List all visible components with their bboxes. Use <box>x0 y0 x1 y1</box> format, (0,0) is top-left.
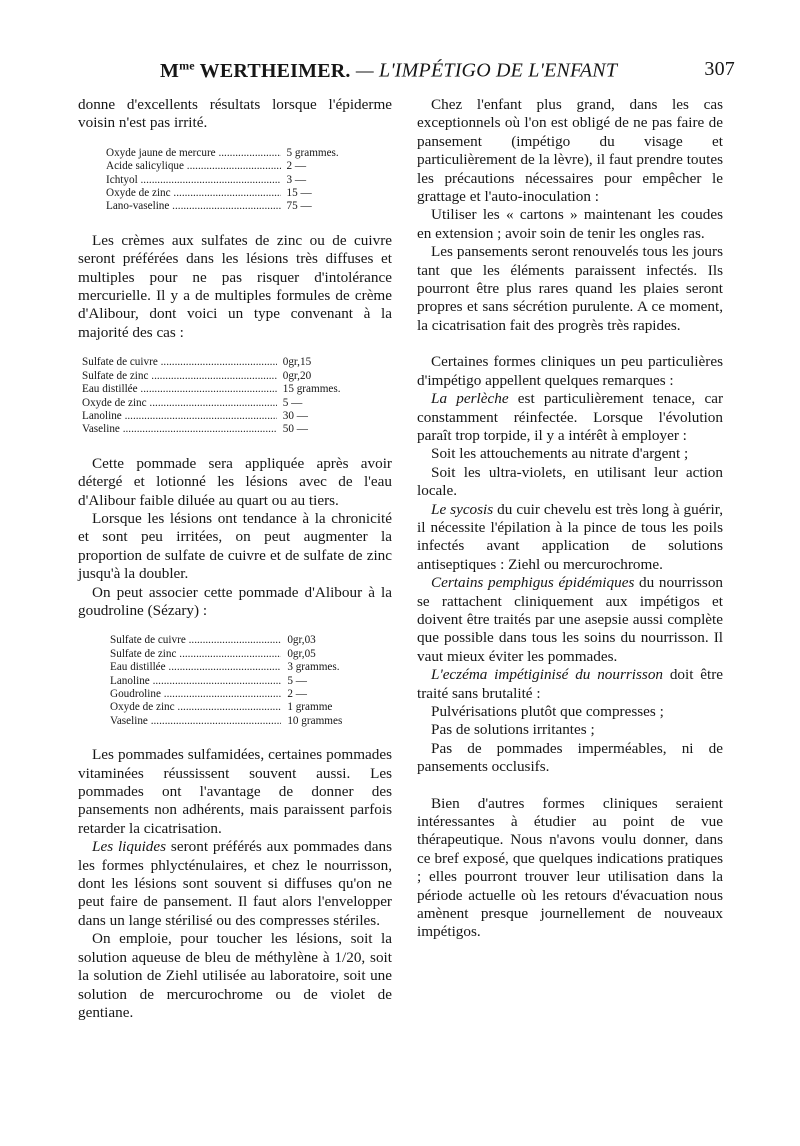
ingredient-quantity: 0gr,20 <box>282 369 312 382</box>
ingredient-quantity: 0gr,05 <box>287 647 316 660</box>
recipe-row <box>106 174 392 187</box>
paragraph: L'eczéma impétiginisé du nourrisson doit être traité sans brutalité : <box>417 666 723 702</box>
ingredient-name: Lanoline ..... <box>110 675 281 688</box>
ingredient-name: Sulfate de cuivre ..... <box>110 634 281 647</box>
left-column <box>78 96 392 1022</box>
paragraph: Les pommades sulfamidées, certaines pommades vitaminées réussissent souvent aussi. Les pommades ont l'avantage de donner des pansements non adhérents, mais paraissent parfois retarder la cicatrisation. <box>78 746 392 837</box>
ingredient-quantity: 75 — <box>286 200 312 213</box>
emphasis: Certains pemphigus épidémiques <box>431 574 635 592</box>
paragraph: Pulvérisations plutôt que compresses ; <box>431 703 664 720</box>
ingredient-name: Vaseline ..... <box>82 423 277 436</box>
ingredient-name: Vaseline ..... <box>110 715 281 728</box>
recipe-table <box>82 356 392 436</box>
ingredient-quantity: 3 — <box>286 173 307 186</box>
paragraph: Cette pommade sera appliquée après avoir détergé et lotionné les lésions avec de l'eau d'Alibour faible diluée au quart ou au tiers. <box>78 454 392 509</box>
paragraph: Certains pemphigus épidémiques du nourrisson se rattachent cliniquement aux impétigos et doivent être traités par une asepsie aussi complète que possible dans tous les soins du nourrisson. Il vaut mieux éviter les pommades. <box>417 574 724 665</box>
paragraph: Chez l'enfant plus grand, dans les cas exceptionnels où l'on est obligé de ne pas faire de pansement (impétigo du visage et particulièrement de la lèvre), il faut prendre toutes les précautions nécessaires pour empêcher le grattage et l'auto-inoculation : <box>417 96 723 206</box>
ingredient-name: Goudroline ..... <box>110 688 281 701</box>
paragraph: Certaines formes cliniques un peu particulières d'impétigo appellent quelques remarques : <box>417 353 723 389</box>
recipe-row <box>82 356 392 369</box>
recipe-row <box>106 200 392 213</box>
recipe-table <box>106 147 392 214</box>
header-author: $M^{me}$ WERTHEIMER. <box>160 58 351 82</box>
recipe-row <box>106 187 392 200</box>
recipe-row <box>82 370 392 383</box>
paragraph: On emploie, pour toucher les lésions, soit la solution aqueuse de bleu de méthylène à 1/20, soit la solution de Ziehl utilisée au laboratoire, soit une solution de mercurochrome ou de violet de gentiane. <box>78 930 392 1021</box>
recipe-table <box>110 634 392 728</box>
ingredient-name: Eau distillée ..... <box>82 383 277 396</box>
paragraph: La perlèche est particulièrement tenace, car constamment réinfectée. Lorsque l'évolution paraît trop torpide, il y a intérêt à employer : <box>417 390 723 444</box>
paragraph: Soit les attouchements au nitrate d'argent ; <box>431 445 689 463</box>
paragraph: Pas de pommades imperméables, ni de pansements occlusifs. <box>417 739 723 776</box>
paragraph: Les pansements seront renouvelés tous les jours tant que les éléments paraissent infectés. Ils pourront être plus rares quand les plaies seront propres et sans sécrétion purulente. A ce moment, la cicatrisation fait des progrès très rapides. <box>417 243 723 334</box>
ingredient-name: Lano-vaseline ..... <box>106 200 281 213</box>
emphasis: La perlèche <box>431 390 509 408</box>
recipe-row <box>110 688 392 701</box>
ingredient-name: Ichtyol ..... <box>106 174 281 187</box>
paragraph: Bien d'autres formes cliniques seraient intéressantes à étudier au point de vue thérapeutique. Nous n'avons voulu donner, dans ce bref exposé, que quelques indications pratiques ; elles pourront trouver leur utilisation dans la période actuelle où les retours d'évacuation nous amènent presque journellement de nouveaux impétigos. <box>417 794 723 941</box>
ingredient-name: Oxyde de zinc ..... <box>110 701 281 714</box>
right-column <box>417 96 723 942</box>
recipe-row <box>82 397 392 410</box>
ingredient-name: Sulfate de zinc ..... <box>82 370 277 383</box>
paragraph: Soit les ultra-violets, en utilisant leur action locale. <box>417 463 723 500</box>
emphasis: Le sycosis <box>431 500 494 518</box>
paragraph: On peut associer cette pommade d'Alibour à la goudroline (Sézary) : <box>78 583 392 619</box>
ingredient-name: Sulfate de zinc ..... <box>110 648 281 661</box>
emphasis: Les liquides <box>92 838 167 856</box>
emphasis: L'eczéma impétiginisé du nourrisson <box>431 666 664 684</box>
header-title: — L'IMPÉTIGO DE L'ENFANT <box>355 59 618 82</box>
paragraph: Le sycosis du cuir chevelu est très long à guérir, il nécessite l'épilation à la pince de tous les poils infectés avant application de solutions antiseptiques : Ziehl ou mercurochrome. <box>417 500 724 573</box>
recipe-row <box>106 160 392 173</box>
recipe-row <box>110 675 392 688</box>
ingredient-name: Lanoline ..... <box>82 410 277 423</box>
ingredient-quantity: 0gr,15 <box>282 356 312 369</box>
recipe-row <box>110 648 392 661</box>
recipe-row <box>110 715 392 728</box>
paragraph: Lorsque les lésions ont tendance à la chronicité et sont peu irritées, on peut augmenter la proportion de sulfate de cuivre et de sulfate de zinc jusqu'à la doubler. <box>78 509 392 583</box>
paragraph: donne d'excellents résultats lorsque l'épiderme voisin n'est pas irrité. <box>78 96 392 132</box>
running-header <box>160 58 735 88</box>
ingredient-quantity: 0gr,03 <box>287 634 316 647</box>
paragraph: Pas de solutions irritantes ; <box>431 721 595 739</box>
paragraph: Les liquides seront préférés aux pommades dans les formes phlycténulaires, et chez le nourrisson, dont les lésions sont souvent si diffuses qu'on ne peut faire de pansement. Il faut alors l'envelopper dans un lange stérilisé ou des compresses stériles. <box>78 838 392 929</box>
ingredient-name: Sulfate de cuivre ..... <box>82 356 277 369</box>
ingredient-quantity: 30 — <box>282 409 308 422</box>
ingredient-quantity: 15 — <box>286 187 312 200</box>
recipe-row <box>110 634 392 647</box>
ingredient-name: Eau distillée ..... <box>110 661 281 674</box>
ingredient-quantity: 1 gramme <box>287 701 333 714</box>
ingredient-quantity: 2 — <box>287 688 307 700</box>
paragraph: Utiliser les « cartons » maintenant les coudes en extension ; avoir soin de tenir les ongles ras. <box>417 206 723 242</box>
recipe-row <box>82 423 392 436</box>
ingredient-name: Oxyde de zinc ..... <box>82 397 277 410</box>
recipe-row <box>106 147 392 160</box>
recipe-row <box>82 410 392 423</box>
ingredient-quantity: 3 grammes. <box>287 661 340 674</box>
ingredient-name: Oxyde jaune de mercure ..... <box>106 147 281 160</box>
recipe-row <box>110 661 392 674</box>
page-number: 307 <box>704 58 735 80</box>
paragraph: Les crèmes aux sulfates de zinc ou de cuivre seront préférées dans les lésions très diffuses et multiples pour ne pas risquer d'intolérance mercurielle. Il y a de multiples formules de crème d'Alibour, dont voici un type convenant à la majorité des cas : <box>78 231 392 341</box>
ingredient-quantity: 5 — <box>282 396 303 409</box>
ingredient-name: Oxyde de zinc ..... <box>106 187 281 200</box>
recipe-row <box>110 701 392 714</box>
ingredient-quantity: 50 — <box>282 423 308 436</box>
ingredient-quantity: 5 — <box>287 674 307 687</box>
ingredient-name: Acide salicylique ..... <box>106 160 281 173</box>
recipe-row <box>82 383 392 396</box>
ingredient-quantity: 5 grammes. <box>286 146 339 159</box>
ingredient-quantity: 10 grammes <box>287 714 343 727</box>
ingredient-quantity: 2 — <box>286 160 307 173</box>
ingredient-quantity: 15 grammes. <box>282 383 341 396</box>
